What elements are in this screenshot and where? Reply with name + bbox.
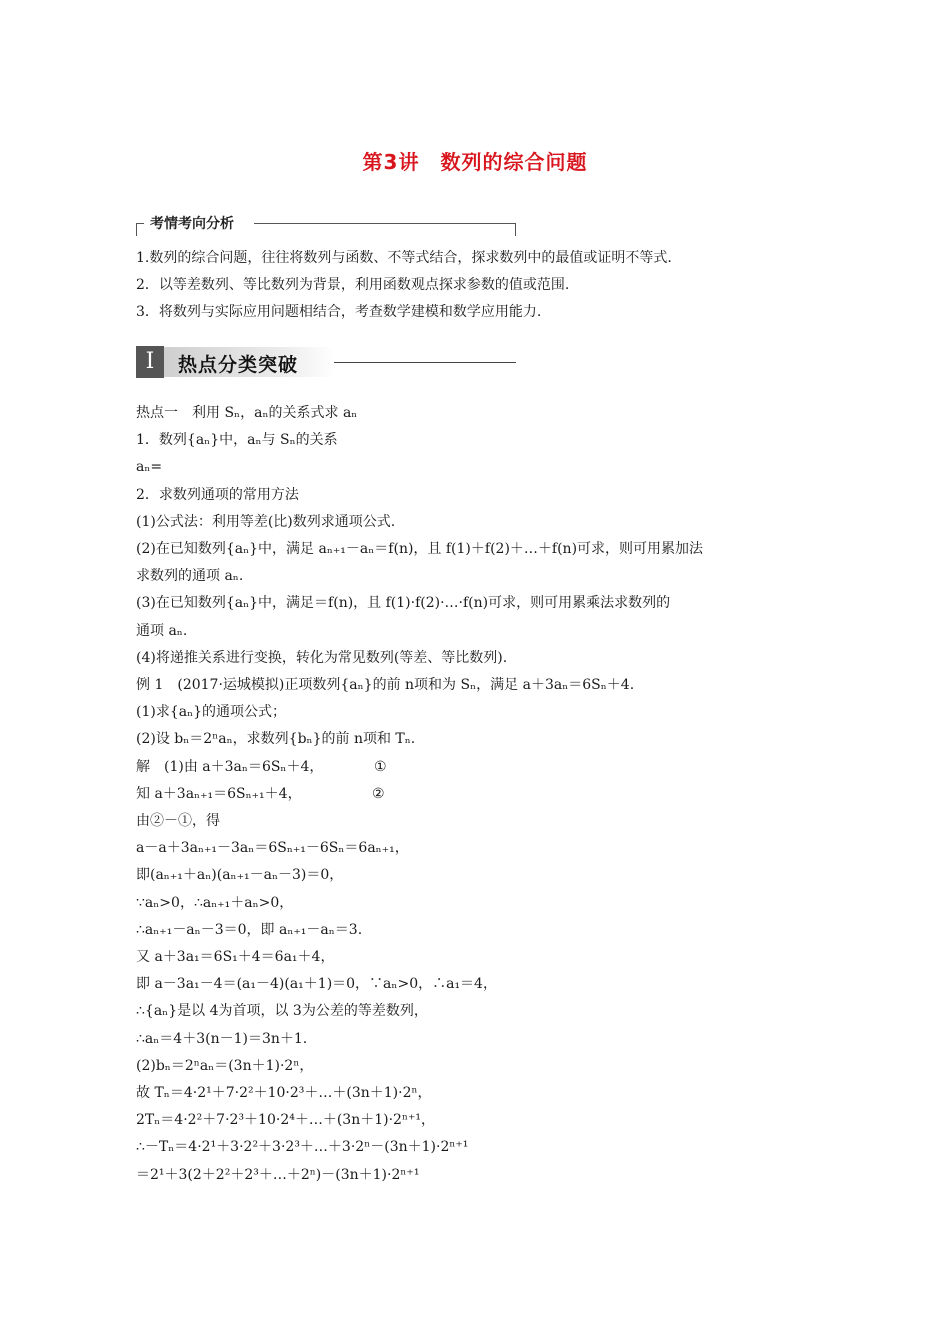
- text-line: ∴aₙ₊₁－aₙ－3＝0，即 aₙ₊₁－aₙ＝3.: [136, 921, 363, 938]
- text-line-with-marker: [136, 754, 816, 781]
- equation-marker: ②: [372, 785, 385, 802]
- analysis-item: 1.数列的综合问题，往往将数列与函数、不等式结合，探求数列中的最值或证明不等式.: [136, 250, 672, 266]
- section-banner: [136, 346, 516, 380]
- section-title: 热点分类突破: [178, 354, 299, 376]
- analysis-header: [136, 212, 516, 240]
- section-badge: I: [136, 346, 164, 378]
- text-line: 1．数列{aₙ}中，aₙ与 Sₙ的关系: [136, 432, 338, 449]
- line-text: 解 (1)由 a＋3aₙ＝6Sₙ＋4，: [136, 758, 324, 775]
- text-line: 热点一 利用 Sₙ，aₙ的关系式求 aₙ: [136, 405, 358, 421]
- text-line: (2)在已知数列{aₙ}中，满足 aₙ₊₁－aₙ＝f(n)，且 f(1)＋f(2)＋…＋f(n)可求，则可用累加法: [136, 541, 704, 558]
- text-line: ∴－Tₙ＝4·2¹＋3·2²＋3·2³＋…＋3·2ⁿ－(3n＋1)·2ⁿ⁺¹: [136, 1139, 469, 1156]
- analysis-label: 考情考向分析: [150, 216, 234, 232]
- line-text: 知 a＋3aₙ₊₁＝6Sₙ₊₁＋4，: [136, 785, 302, 802]
- page-title: 第3讲 数列的综合问题: [362, 150, 588, 174]
- text-line: (2)bₙ＝2ⁿaₙ＝(3n＋1)·2ⁿ，: [136, 1057, 314, 1074]
- banner-divider: [334, 362, 516, 363]
- text-line: (1)公式法：利用等差(比)数列求通项公式.: [136, 513, 396, 530]
- text-line: 通项 aₙ.: [136, 622, 188, 639]
- text-line: 即 a－3a₁－4＝(a₁－4)(a₁＋1)＝0，∵aₙ>0，∴a₁＝4，: [136, 976, 497, 993]
- divider: [254, 223, 516, 224]
- text-line: a－a＋3aₙ₊₁－3aₙ＝6Sₙ₊₁－6Sₙ＝6aₙ₊₁，: [136, 840, 409, 857]
- text-line: (4)将递推关系进行变换，转化为常见数列(等差、等比数列).: [136, 649, 508, 666]
- equation-marker: ①: [374, 758, 387, 775]
- analysis-list: [136, 245, 672, 326]
- text-line: (3)在已知数列{aₙ}中，满足＝f(n)，且 f(1)·f(2)·…·f(n)可求，则可用累乘法求数列的: [136, 595, 671, 612]
- text-line: ∵aₙ>0，∴aₙ₊₁＋aₙ>0，: [136, 894, 294, 911]
- analysis-item: 3．将数列与实际应用问题相结合，考查数学建模和数学应用能力.: [136, 304, 542, 320]
- text-line: ∴aₙ＝4＋3(n－1)＝3n＋1.: [136, 1030, 308, 1047]
- text-line: 例 1 (2017·运城模拟)正项数列{aₙ}的前 n项和为 Sₙ，满足 a＋3aₙ＝6Sₙ＋4.: [136, 677, 635, 694]
- text-line: 2Tₙ＝4·2²＋7·2³＋10·2⁴＋…＋(3n＋1)·2ⁿ⁺¹，: [136, 1112, 436, 1129]
- analysis-item: 2．以等差数列、等比数列为背景，利用函数观点探求参数的值或范围.: [136, 277, 570, 293]
- text-line: 2．求数列通项的常用方法: [136, 486, 299, 503]
- text-line: 由②－①，得: [136, 813, 220, 830]
- content-body: [136, 400, 816, 1189]
- text-line-with-marker: [136, 781, 816, 808]
- text-line: ＝2¹＋3(2＋2²＋2³＋…＋2ⁿ)－(3n＋1)·2ⁿ⁺¹: [136, 1166, 420, 1183]
- text-line: 求数列的通项 aₙ.: [136, 568, 244, 585]
- text-line: (1)求{aₙ}的通项公式；: [136, 704, 287, 721]
- text-line: aₙ=: [136, 459, 163, 476]
- text-line: ∴{aₙ}是以 4为首项，以 3为公差的等差数列，: [136, 1003, 428, 1020]
- bracket-left: [136, 223, 144, 236]
- text-line: 即(aₙ₊₁＋aₙ)(aₙ₊₁－aₙ－3)＝0，: [136, 867, 344, 884]
- text-line: 故 Tₙ＝4·2¹＋7·2²＋10·2³＋…＋(3n＋1)·2ⁿ，: [136, 1085, 432, 1102]
- text-line: (2)设 bₙ＝2ⁿaₙ，求数列{bₙ}的前 n项和 Tₙ.: [136, 731, 416, 748]
- text-line: 又 a＋3a₁＝6S₁＋4＝6a₁＋4，: [136, 949, 335, 966]
- bracket-right: [508, 223, 516, 236]
